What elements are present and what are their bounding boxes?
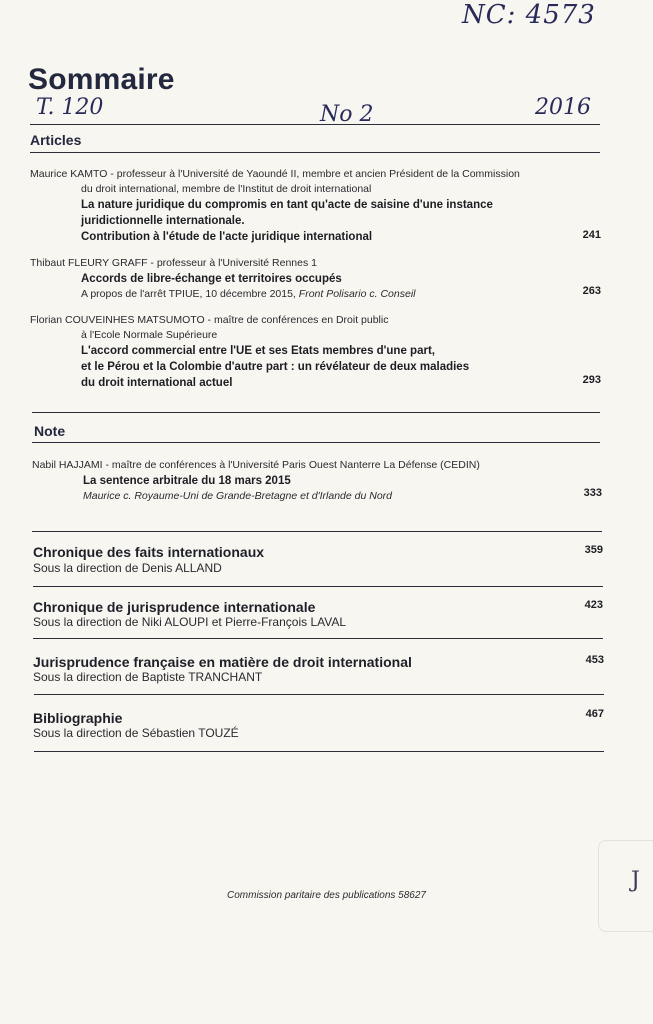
article-title: La nature juridique du compromis en tant qu'acte de saisine d'une instance <box>81 199 493 211</box>
author-line: Maurice KAMTO - professeur à l'Université de Yaoundé II, membre et ancien Président de la Commission <box>30 168 520 180</box>
case-name: Maurice c. Royaume-Uni de Grande-Bretagne et d'Irlande du Nord <box>83 490 392 502</box>
article-title: juridictionnelle internationale. <box>81 215 245 227</box>
article-entry <box>30 256 590 302</box>
note-author: Nabil HAJJAMI - maître de conférences à l'Université Paris Ouest Nanterre La Défense (CEDIN) <box>32 459 480 471</box>
author-line: Florian COUVEINHES MATSUMOTO - maître de conférences en Droit public <box>30 314 389 326</box>
note-subtitle <box>83 489 592 504</box>
divider <box>30 124 600 125</box>
rubric-title: Bibliographie <box>33 710 123 726</box>
article-author <box>30 167 590 197</box>
note-title: La sentence arbitrale du 18 mars 2015 <box>83 475 291 487</box>
divider <box>33 638 603 639</box>
handwritten-edge-mark: J <box>631 868 640 893</box>
page-number: 359 <box>584 544 603 556</box>
article-title: et le Pérou et la Colombie d'autre part : un révélateur de deux maladies <box>81 361 470 373</box>
article-title: L'accord commercial entre l'UE et ses Etats membres d'une part, <box>81 345 435 357</box>
article-subtitle <box>81 287 590 302</box>
divider <box>32 442 600 443</box>
divider <box>32 531 602 532</box>
rubric-direction: Sous la direction de Niki ALOUPI et Pierre-François LAVAL <box>33 615 347 629</box>
article-author <box>30 313 590 343</box>
handwritten-year: 2016 <box>535 95 591 120</box>
author-affiliation: du droit international, membre de l'Institut de droit international <box>81 183 372 195</box>
divider <box>32 412 600 413</box>
note-heading: Note <box>34 423 66 439</box>
page-number: 423 <box>584 599 603 611</box>
articles-heading: Articles <box>30 132 82 148</box>
article-entry <box>30 313 590 391</box>
handwritten-issue-number: No 2 <box>320 102 374 127</box>
case-name: Front Polisario c. Conseil <box>298 288 416 300</box>
rubric-direction: Sous la direction de Sébastien TOUZÉ <box>33 726 239 740</box>
page-number: 453 <box>585 654 604 666</box>
handwritten-call-number: NC: 4573 <box>462 0 596 30</box>
footer-registration: Commission paritaire des publications 58627 <box>227 890 426 901</box>
rubric-title: Chronique des faits internationaux <box>33 544 265 560</box>
rubric-direction: Sous la direction de Baptiste TRANCHANT <box>33 670 263 684</box>
article-entry <box>30 167 590 245</box>
author-affiliation: à l'Ecole Normale Supérieure <box>81 329 218 341</box>
page-number: 263 <box>582 285 601 297</box>
rubric-title: Chronique de jurisprudence internationale <box>33 599 316 615</box>
handwritten-volume: T. 120 <box>36 95 104 120</box>
page-number: 293 <box>582 374 601 386</box>
article-title: Accords de libre-échange et territoires occupés <box>81 273 342 285</box>
divider <box>34 751 604 752</box>
article-title: Contribution à l'étude de l'acte juridique international <box>81 231 373 243</box>
page-number: 241 <box>582 229 601 241</box>
article-title: du droit international actuel <box>81 377 233 389</box>
article-author: Thibaut FLEURY GRAFF - professeur à l'Université Rennes 1 <box>30 257 317 269</box>
divider <box>33 586 603 587</box>
page-title: Sommaire <box>28 63 175 96</box>
subtitle-text: A propos de l'arrêt TPIUE, 10 décembre 2015, <box>81 288 299 300</box>
page-number: 467 <box>585 708 604 720</box>
page-edge-tab <box>598 840 653 932</box>
rubric-title: Jurisprudence française en matière de droit international <box>33 654 412 670</box>
divider <box>34 694 604 695</box>
note-entry <box>32 458 592 504</box>
page-number: 333 <box>583 487 602 499</box>
divider <box>30 152 600 153</box>
rubric-direction: Sous la direction de Denis ALLAND <box>33 561 222 575</box>
